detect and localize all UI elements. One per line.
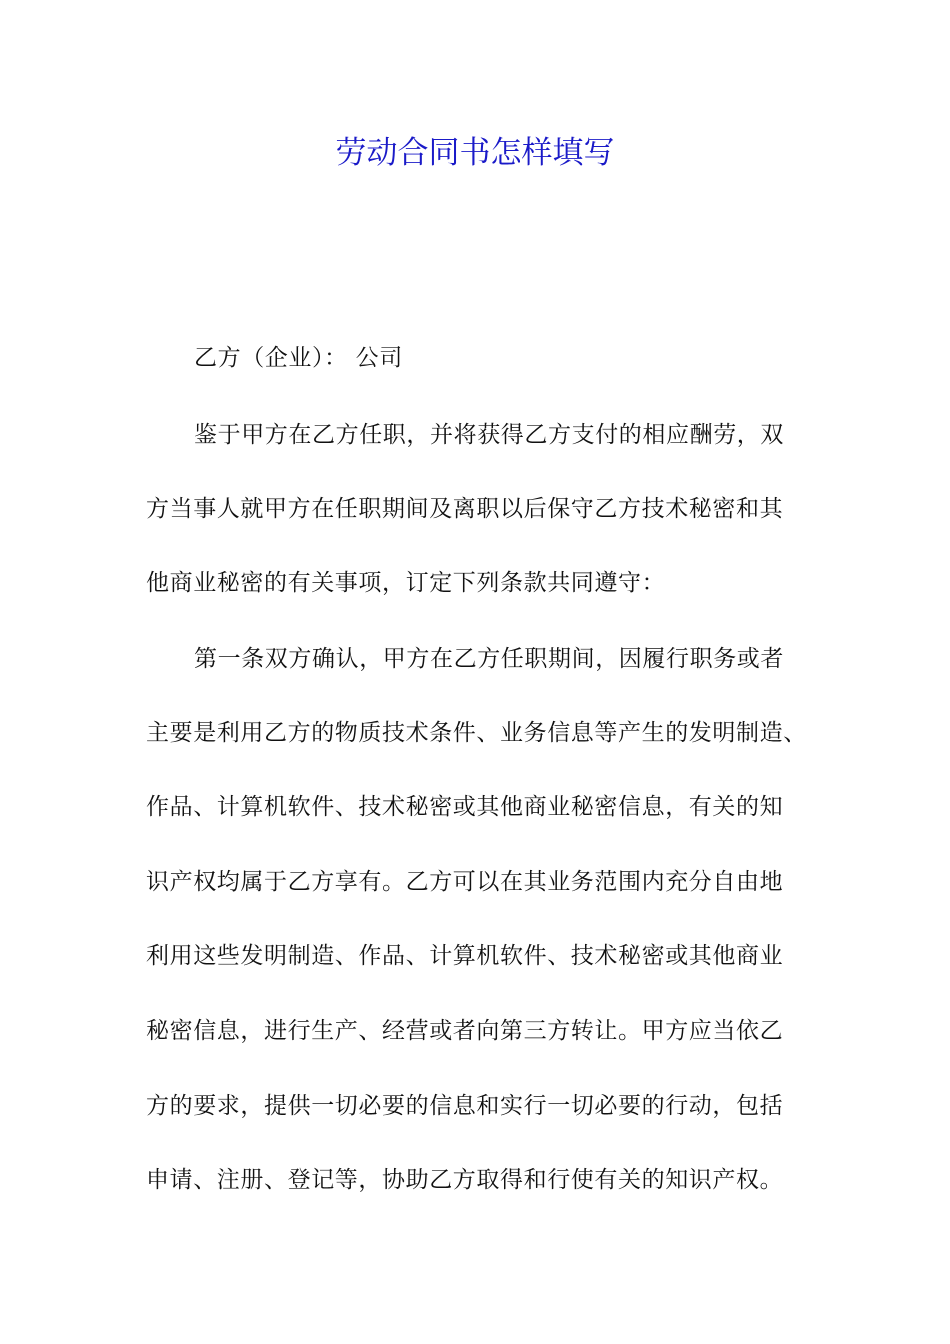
paragraph-line: 秘密信息，进行生产、经营或者向第三方转让。甲方应当依乙: [146, 1018, 784, 1044]
paragraph-line: 识产权均属于乙方享有。乙方可以在其业务范围内充分自由地: [146, 869, 784, 895]
paragraph-line: 利用这些发明制造、作品、计算机软件、技术秘密或其他商业: [146, 943, 784, 969]
party-b-line: 乙方（企业）： 公司: [194, 345, 403, 371]
paragraph-line: 方当事人就甲方在任职期间及离职以后保守乙方技术秘密和其: [146, 496, 784, 522]
paragraph-line: 鉴于甲方在乙方任职，并将获得乙方支付的相应酬劳，双: [194, 422, 784, 448]
paragraph-line: 申请、注册、登记等，协助乙方取得和行使有关的知识产权。: [146, 1167, 784, 1193]
paragraph-line: 第一条双方确认，甲方在乙方任职期间，因履行职务或者: [194, 646, 784, 672]
document-title: 劳动合同书怎样填写: [335, 135, 615, 171]
paragraph-line: 他商业秘密的有关事项，订定下列条款共同遵守：: [146, 570, 666, 596]
paragraph-line: 主要是利用乙方的物质技术条件、业务信息等产生的发明制造、: [146, 720, 807, 746]
paragraph-line: 作品、计算机软件、技术秘密或其他商业秘密信息，有关的知: [146, 794, 784, 820]
paragraph-line: 方的要求，提供一切必要的信息和实行一切必要的行动，包括: [146, 1093, 784, 1119]
